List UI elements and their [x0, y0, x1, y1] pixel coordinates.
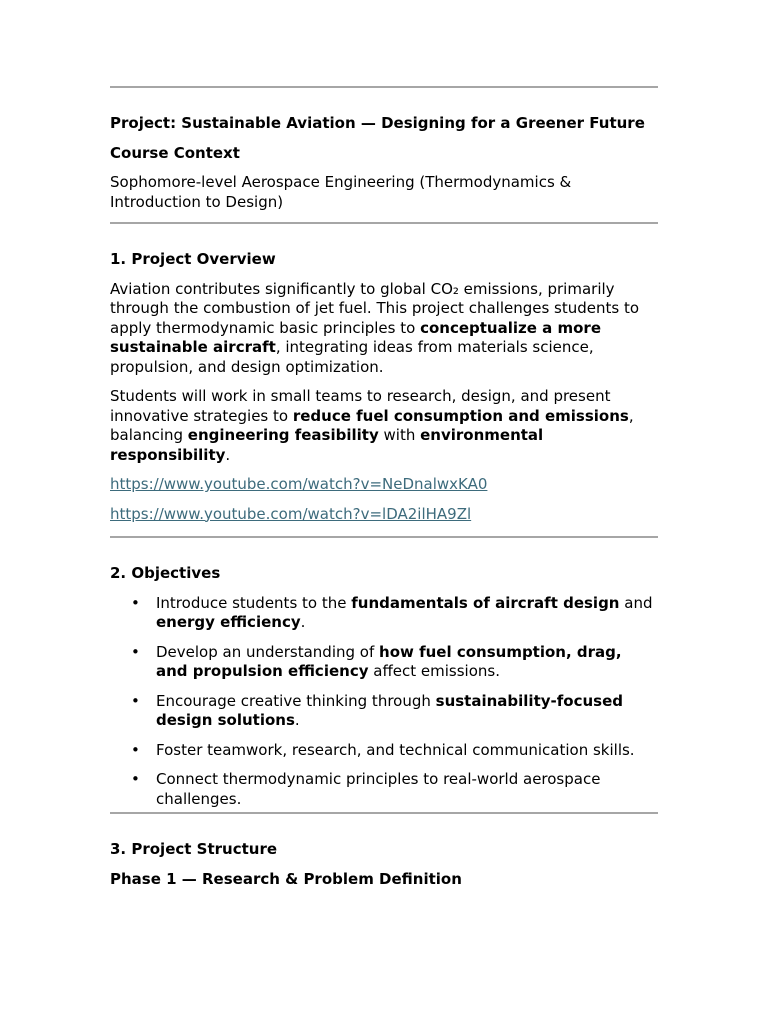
- divider-3: [110, 812, 658, 814]
- objective-1-bold-2: energy efficiency: [156, 613, 301, 631]
- overview-p2-text-e: with: [378, 426, 421, 444]
- video-link-1[interactable]: https://www.youtube.com/watch?v=NeDnalwxKA0: [110, 475, 488, 493]
- objective-1-text-a: Introduce students to the: [156, 593, 352, 612]
- overview-p2-bold-3: environmental responsibility: [110, 426, 544, 464]
- objective-3-text-a: Encourage creative thinking through: [156, 691, 436, 710]
- course-context-text: Sophomore-level Aerospace Engineering (Thermodynamics & Introduction to Design): [110, 173, 572, 211]
- overview-p2-bold-2: engineering feasibility: [187, 426, 379, 444]
- phase-1-heading: Phase 1 — Research & Problem Definition: [110, 869, 462, 888]
- objective-1-text-e: .: [300, 613, 306, 631]
- overview-p1-bold: conceptualize a more sustainable aircraft: [110, 318, 601, 356]
- objective-item-2: [156, 643, 658, 682]
- overview-p2-bold-1: reduce fuel consumption and emissions: [292, 406, 629, 425]
- video-link-2[interactable]: https://www.youtube.com/watch?v=lDA2ilHA9Zl: [110, 504, 472, 523]
- course-context-heading: Course Context: [110, 143, 240, 162]
- divider-top: [110, 86, 658, 88]
- divider-2: [110, 536, 658, 538]
- objective-3-bold: sustainability-focused design solutions: [156, 691, 623, 729]
- overview-p2-text-g: .: [225, 445, 231, 464]
- objective-3-text-c: .: [294, 711, 300, 729]
- objectives-heading: 2. Objectives: [110, 564, 221, 582]
- objectives-list: [110, 594, 658, 810]
- overview-paragraph-1: [110, 280, 658, 378]
- objective-item-3: [156, 692, 658, 731]
- objective-1-bold-1: fundamentals of aircraft design: [351, 593, 620, 612]
- objective-item-5: • Connect thermodynamic principles to real-world aerospace challenges.: [156, 770, 658, 809]
- objective-1-text-c: and: [619, 593, 653, 612]
- video-link-1-para: [110, 475, 658, 495]
- objective-2-bold: how fuel consumption, drag, and propulsion efficiency: [156, 642, 622, 680]
- objective-2-text-a: Develop an understanding of: [156, 642, 380, 661]
- objective-2-text-c: affect emissions.: [368, 662, 500, 680]
- project-title: Project: Sustainable Aviation — Designing for a Greener Future: [110, 114, 645, 132]
- video-link-2-para: [110, 505, 658, 525]
- divider-1: [110, 222, 658, 224]
- overview-p2-text-a: Students will work in small teams to research, design, and present innovative strategies to: [110, 387, 611, 425]
- document-content: [110, 86, 658, 899]
- overview-heading: 1. Project Overview: [110, 250, 276, 268]
- objective-item-1: [156, 594, 658, 633]
- objective-item-4: • Foster teamwork, research, and technical communication skills.: [156, 741, 658, 761]
- overview-paragraph-2: [110, 387, 658, 465]
- overview-p1-text-c: , integrating ideas from materials science, propulsion, and design optimization.: [110, 338, 594, 376]
- overview-p2-text-c: , balancing: [110, 406, 634, 444]
- overview-p1-text-a: Aviation contributes significantly to global CO₂ emissions, primarily through the combustion of jet fuel. This project challenges students to apply thermodynamic basic principles to: [110, 279, 640, 337]
- structure-heading: 3. Project Structure: [110, 840, 278, 858]
